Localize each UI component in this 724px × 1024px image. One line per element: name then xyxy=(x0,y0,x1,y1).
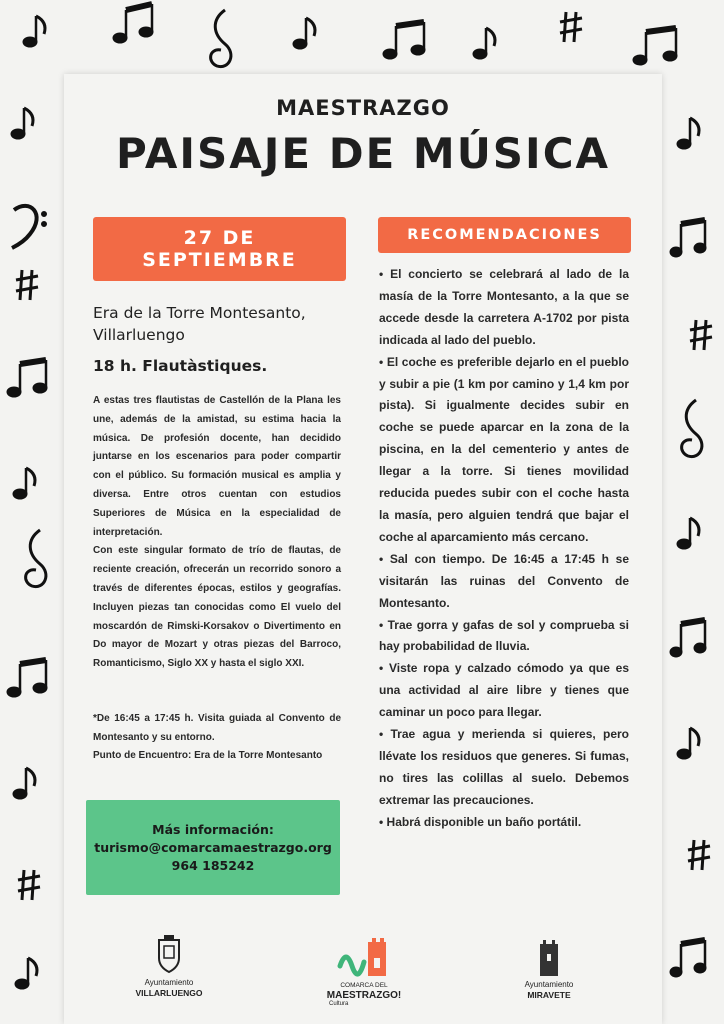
tower-icon xyxy=(536,936,562,976)
recommendation-item: • El concierto se celebrará al lado de la masía de la Torre Montesanto, a la que se accede desde la carretera A-1702 por pista indicada al lado del pueblo. xyxy=(379,267,629,347)
treble-clef-icon xyxy=(211,10,231,67)
beamed-notes-icon xyxy=(7,660,47,697)
recommendation-item: • Trae gorra y gafas de sol y comprueba si hay probabilidad de lluvia. xyxy=(379,617,629,654)
eighth-note-icon xyxy=(13,768,35,799)
eighth-note-icon xyxy=(15,958,37,989)
treble-clef-icon xyxy=(682,400,702,457)
recommendation-item: • Trae agua y merienda si quieres, pero llévate los residuos que generes. Si fumas, no tires las colillas al suelo. Debemos extremar las precauciones. xyxy=(379,727,629,807)
logo-center-line3: Cultura xyxy=(329,1001,349,1007)
eighth-note-icon xyxy=(13,468,35,499)
contact-label: Más información: xyxy=(152,821,274,837)
beamed-notes-icon xyxy=(670,620,706,657)
eighth-note-icon xyxy=(11,108,33,139)
treble-clef-icon xyxy=(26,530,46,587)
poster-card xyxy=(64,74,662,1024)
recommendation-item: • Viste ropa y calzado cómodo ya que es una actividad al aire libre y tienes que caminar un poco para llegar. xyxy=(379,661,629,720)
eighth-note-icon xyxy=(473,28,495,59)
logo-right-line2: MIRAVETE xyxy=(527,990,571,1000)
sharp-icon xyxy=(16,270,38,300)
recommendation-item: • Habrá disponible un baño portátil. xyxy=(379,814,582,829)
visit-info xyxy=(93,710,341,766)
meeting-point: Punto de Encuentro: Era de la Torre Montesanto xyxy=(93,750,323,761)
contact-box xyxy=(86,800,340,895)
description-paragraph: A estas tres flautistas de Castellón de la Plana les une, además de la amistad, su estima hacia la música. De profesión docente, han decidido juntarse en los escenarios para poder compartir con el público. Su formación musical es amplia y diversa. Entre otros cuentan con estudios Superiores de Música en la especialidad de interpretación. xyxy=(93,395,341,538)
logo-left-line2: VILLARLUENGO xyxy=(135,988,203,998)
beamed-notes-icon xyxy=(383,22,425,59)
contact-phone[interactable]: 964 185242 xyxy=(171,857,255,873)
visit-note: *De 16:45 a 17:45 h. Visita guiada al Convento de Montesanto y su entorno. xyxy=(93,713,341,743)
poster-title: PAISAJE DE MÚSICA xyxy=(115,129,611,178)
date-text: 27 DE SEPTIEMBRE xyxy=(142,227,297,271)
recommendations-title: RECOMENDACIONES xyxy=(407,227,602,243)
bass-clef-icon xyxy=(12,206,47,248)
beamed-notes-icon xyxy=(7,360,47,397)
beamed-notes-icon xyxy=(113,4,153,43)
beamed-notes-icon xyxy=(670,220,706,257)
poster-kicker: MAESTRAZGO xyxy=(276,96,450,120)
sharp-icon xyxy=(688,840,710,870)
sharp-icon xyxy=(18,870,40,900)
logo-right-line1: Ayuntamiento xyxy=(524,980,574,989)
date-banner xyxy=(93,217,346,281)
maestrazgo-logo-icon xyxy=(334,936,394,978)
recommendations-banner xyxy=(378,217,631,253)
eighth-note-icon xyxy=(293,18,315,49)
logo-miravete xyxy=(504,936,594,1001)
recommendation-item: • El coche es preferible dejarlo en el pueblo y subir a pie (1 km por camino y 1,4 km por pista). Si igualmente decides subir en coche se puede aparcar en la zona de la piscina, en la del cementerio y antes de llegar a la torre. Si tienes movilidad reducida puedes subir con el coche hasta la masía, pero alguien tendrá que bajar el coche al aparcamiento más cercano. xyxy=(379,354,629,544)
eighth-note-icon xyxy=(677,118,699,149)
contact-email[interactable]: turismo@comarcamaestrazgo.org xyxy=(94,839,332,855)
beamed-notes-icon xyxy=(670,940,706,977)
coat-of-arms-icon xyxy=(155,934,183,974)
eighth-note-icon xyxy=(677,728,699,759)
event-venue: Era de la Torre Montesanto, Villarluengo xyxy=(93,304,306,344)
logo-left-line1: Ayuntamiento xyxy=(144,978,194,987)
logo-villarluengo xyxy=(124,934,214,999)
recommendations-list xyxy=(379,264,629,834)
beamed-notes-icon xyxy=(633,28,677,65)
logo-center-line1: COMARCA DEL xyxy=(340,982,388,989)
recommendation-item: • Sal con tiempo. De 16:45 a 17:45 h se visitarán las ruinas del Convento de Montesanto. xyxy=(379,551,629,610)
logo-comarca-maestrazgo xyxy=(309,936,419,1008)
sharp-icon xyxy=(690,320,712,350)
event-description xyxy=(93,392,341,674)
event-time-title: 18 h. Flautàstiques. xyxy=(93,357,268,375)
sharp-icon xyxy=(560,12,582,42)
logo-center-line2: MAESTRAZGO! xyxy=(326,990,402,1001)
eighth-note-icon xyxy=(23,16,45,47)
description-paragraph: Con este singular formato de trío de flautas, de reciente creación, ofrecerán un recorrido sonoro a través de diferentes épocas, estilos y geografías. Incluyen piezas tan conocidas como El vuelo del moscardón de Rimski-Korsakov o Divertimento en Do mayor de Mozart y otras piezas del Barroco, Romanticismo, Siglo XX y hasta el siglo XXI. xyxy=(93,545,341,670)
eighth-note-icon xyxy=(677,518,699,549)
